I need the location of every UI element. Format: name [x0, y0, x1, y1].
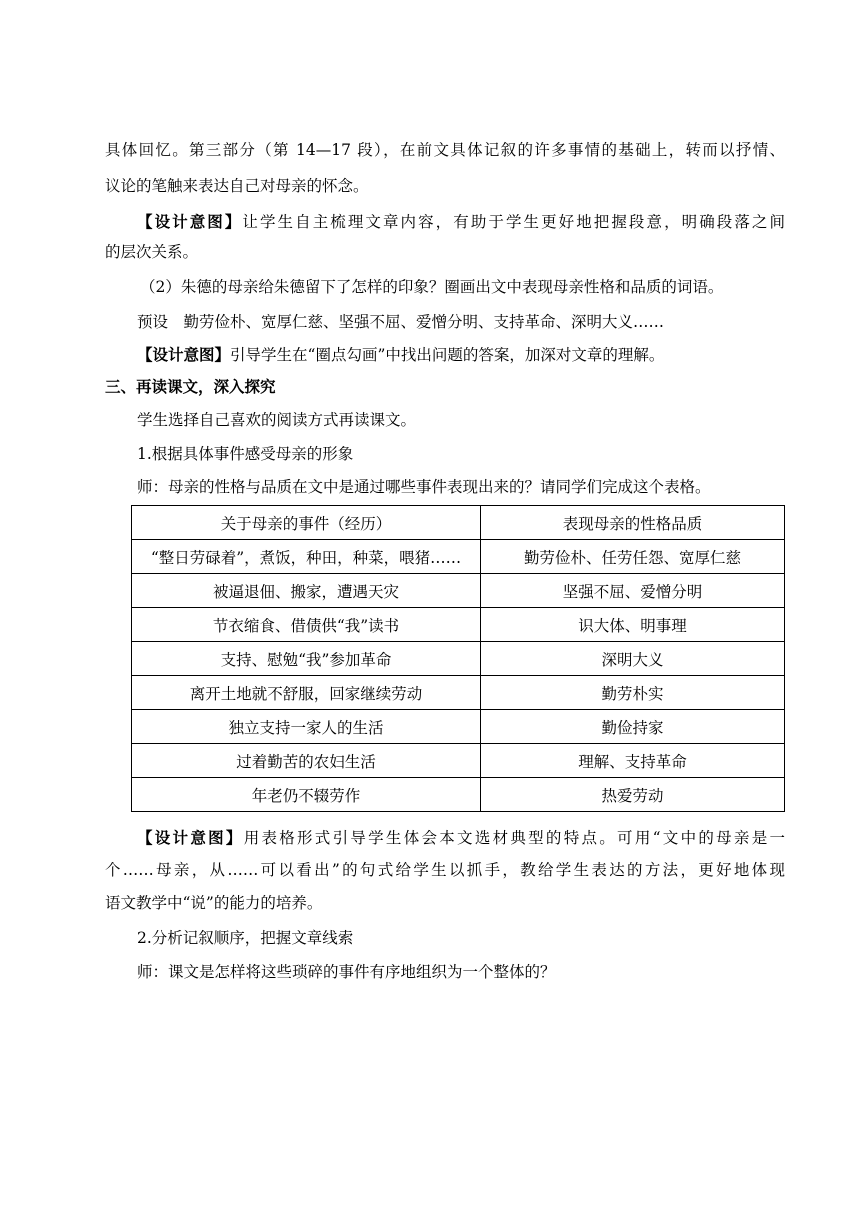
paragraph-line: 具体回忆。第三部分（第 14—17 段），在前文具体记叙的许多事情的基础上，转而以抒情、 — [105, 141, 785, 159]
table-header-cell: 关于母亲的事件（经历） — [132, 506, 481, 540]
design-intent-paragraph — [137, 212, 785, 232]
design-intent-tag: 【设计意图】 — [137, 828, 244, 847]
table-cell: 节衣缩食、借债供“我”读书 — [132, 608, 481, 642]
table-cell: 勤劳俭朴、任劳任怨、宽厚仁慈 — [481, 540, 785, 574]
table-row — [132, 574, 785, 608]
table-cell: 年老仍不辍劳作 — [132, 778, 481, 812]
subsection-heading: 2.分析记叙顺序，把握文章线索 — [137, 929, 354, 947]
teacher-prompt: 师：课文是怎样将这些琐碎的事件有序地组织为一个整体的？ — [137, 963, 556, 981]
paragraph-line: 学生选择自己喜欢的阅读方式再读课文。 — [137, 411, 417, 429]
table-cell: 支持、慰勉“我”参加革命 — [132, 642, 481, 676]
table-cell: 坚强不屈、爱憎分明 — [481, 574, 785, 608]
design-intent-paragraph — [137, 345, 817, 365]
design-intent-tag: 【设计意图】 — [137, 212, 243, 231]
table-header-cell: 表现母亲的性格品质 — [481, 506, 785, 540]
preset-answer: 预设 勤劳俭朴、宽厚仁慈、坚强不屈、爱憎分明、支持革命、深明大义…… — [137, 313, 665, 331]
table-cell: 识大体、明事理 — [481, 608, 785, 642]
table-cell: 独立支持一家人的生活 — [132, 710, 481, 744]
table-row — [132, 608, 785, 642]
paragraph-line: 的层次关系。 — [105, 243, 199, 261]
design-intent-tag: 【设计意图】 — [137, 345, 231, 364]
table-row — [132, 744, 785, 778]
table-cell: 勤俭持家 — [481, 710, 785, 744]
design-intent-paragraph — [137, 828, 785, 848]
design-intent-text: 用表格形式引导学生体会本文选材典型的特点。可用“文中的母亲是一 — [243, 829, 785, 847]
table-cell: 被逼退佃、搬家，遭遇天灾 — [132, 574, 481, 608]
paragraph-line: 议论的笔触来表达自己对母亲的怀念。 — [105, 177, 369, 195]
paragraph-line: 语文教学中“说”的能力的培养。 — [105, 894, 323, 912]
table-row — [132, 710, 785, 744]
teacher-prompt: 师：母亲的性格与品质在文中是通过哪些事件表现出来的？请同学们完成这个表格。 — [137, 478, 711, 496]
table-header-row — [132, 506, 785, 540]
table-row — [132, 540, 785, 574]
question-2: （2）朱德的母亲给朱德留下了怎样的印象？圈画出文中表现母亲性格和品质的词语。 — [140, 278, 724, 296]
table-row — [132, 778, 785, 812]
table-row — [132, 676, 785, 710]
table-cell: 深明大义 — [481, 642, 785, 676]
table-cell: “整日劳碌着”，煮饭，种田，种菜，喂猪…… — [132, 540, 481, 574]
table-row — [132, 642, 785, 676]
table-cell: 离开土地就不舒服，回家继续劳动 — [132, 676, 481, 710]
subsection-heading: 1.根据具体事件感受母亲的形象 — [137, 445, 354, 463]
paragraph-line: 个……母亲，从……可以看出”的句式给学生以抓手，教给学生表达的方法，更好地体现 — [105, 861, 785, 879]
section-heading: 三、再读课文，深入探究 — [105, 377, 276, 396]
table-cell: 过着勤苦的农妇生活 — [132, 744, 481, 778]
table-cell: 勤劳朴实 — [481, 676, 785, 710]
design-intent-text: 引导学生在“圈点勾画”中找出问题的答案，加深对文章的理解。 — [230, 346, 665, 364]
design-intent-text: 让学生自主梳理文章内容，有助于学生更好地把握段意，明确段落之间 — [242, 213, 785, 231]
table-cell: 理解、支持革命 — [481, 744, 785, 778]
events-table — [131, 505, 785, 812]
table-cell: 热爱劳动 — [481, 778, 785, 812]
